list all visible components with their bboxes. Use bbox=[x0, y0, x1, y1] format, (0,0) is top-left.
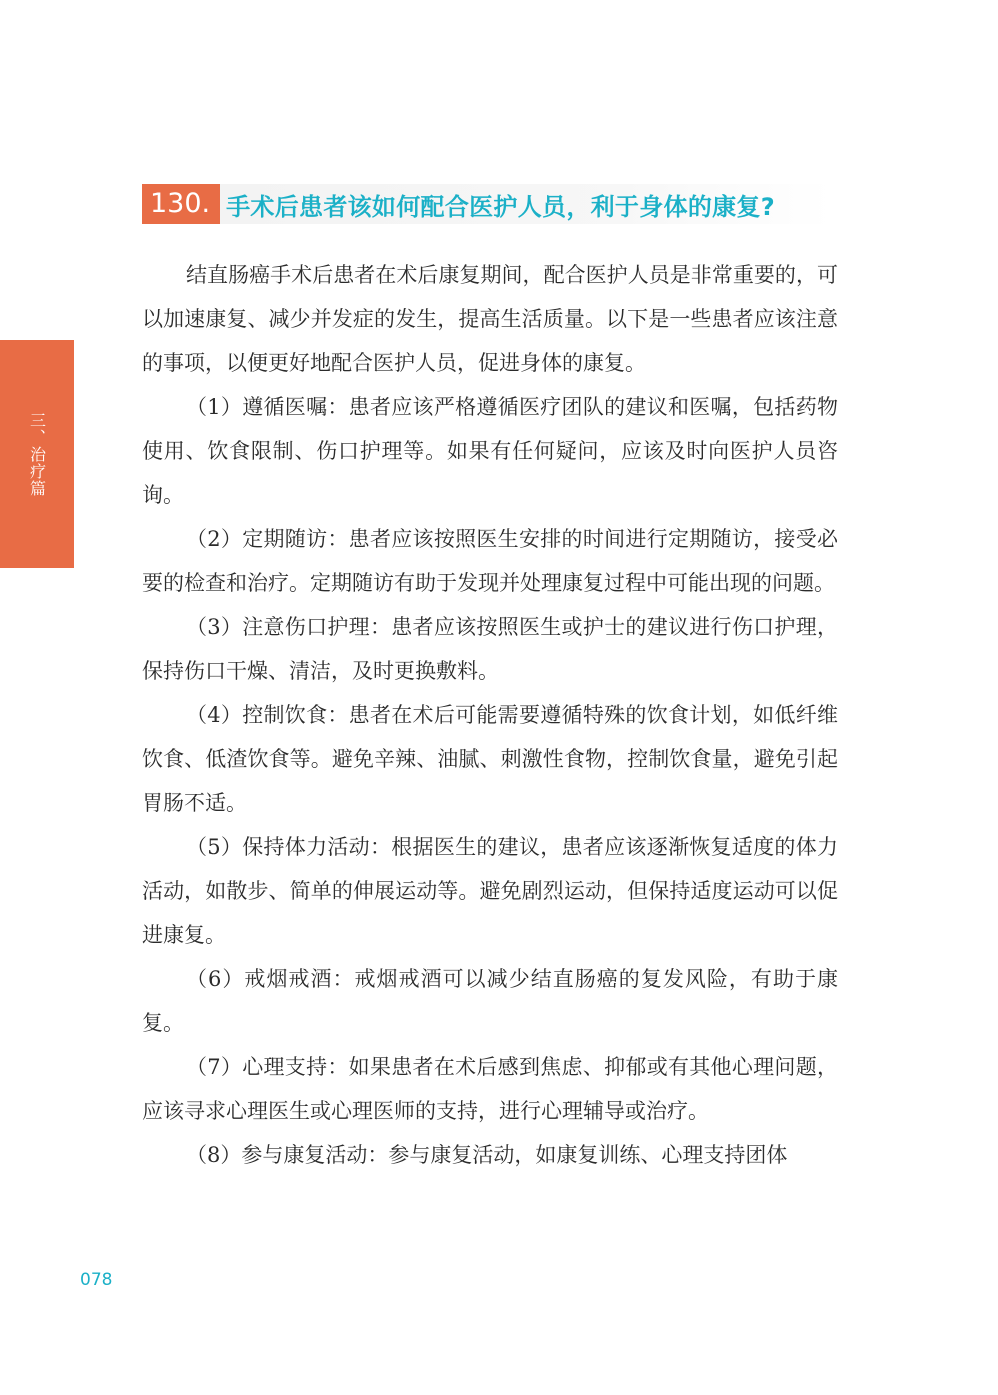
chapter-label: 三、治疗篇 bbox=[27, 411, 47, 497]
question-heading bbox=[142, 184, 832, 224]
item-paragraph-3: （3）注意伤口护理：患者应该按照医生或护士的建议进行伤口护理，保持伤口干燥、清洁，及时更换敷料。 bbox=[142, 615, 838, 683]
item-paragraph-2: （2）定期随访：患者应该按照医生安排的时间进行定期随访，接受必要的检查和治疗。定期随访有助于发现并处理康复过程中可能出现的问题。 bbox=[142, 527, 838, 595]
question-title: 手术后患者该如何配合医护人员，利于身体的康复? bbox=[226, 192, 775, 221]
item-paragraph-4: （4）控制饮食：患者在术后可能需要遵循特殊的饮食计划，如低纤维饮食、低渣饮食等。避免辛辣、油腻、刺激性食物，控制饮食量，避免引起胃肠不适。 bbox=[142, 703, 838, 815]
question-number: 130. bbox=[142, 184, 220, 224]
chapter-side-tab bbox=[0, 340, 74, 568]
item-paragraph-1: （1）遵循医嘱：患者应该严格遵循医疗团队的建议和医嘱，包括药物使用、饮食限制、伤口护理等。如果有任何疑问，应该及时向医护人员咨询。 bbox=[142, 395, 838, 507]
item-paragraph-8: （8）参与康复活动：参与康复活动，如康复训练、心理支持团体 bbox=[186, 1143, 788, 1167]
item-paragraph-5: （5）保持体力活动：根据医生的建议，患者应该逐渐恢复适度的体力活动，如散步、简单的伸展运动等。避免剧烈运动，但保持适度运动可以促进康复。 bbox=[142, 835, 838, 947]
page-number: 078 bbox=[80, 1270, 113, 1290]
item-paragraph-6: （6）戒烟戒酒：戒烟戒酒可以减少结直肠癌的复发风险，有助于康复。 bbox=[142, 967, 838, 1035]
body-text bbox=[142, 253, 838, 1177]
item-paragraph-7: （7）心理支持：如果患者在术后感到焦虑、抑郁或有其他心理问题，应该寻求心理医生或心理医师的支持，进行心理辅导或治疗。 bbox=[142, 1055, 838, 1123]
intro-paragraph: 结直肠癌手术后患者在术后康复期间，配合医护人员是非常重要的，可以加速康复、减少并发症的发生，提高生活质量。以下是一些患者应该注意的事项，以便更好地配合医护人员，促进身体的康复。 bbox=[142, 263, 838, 375]
